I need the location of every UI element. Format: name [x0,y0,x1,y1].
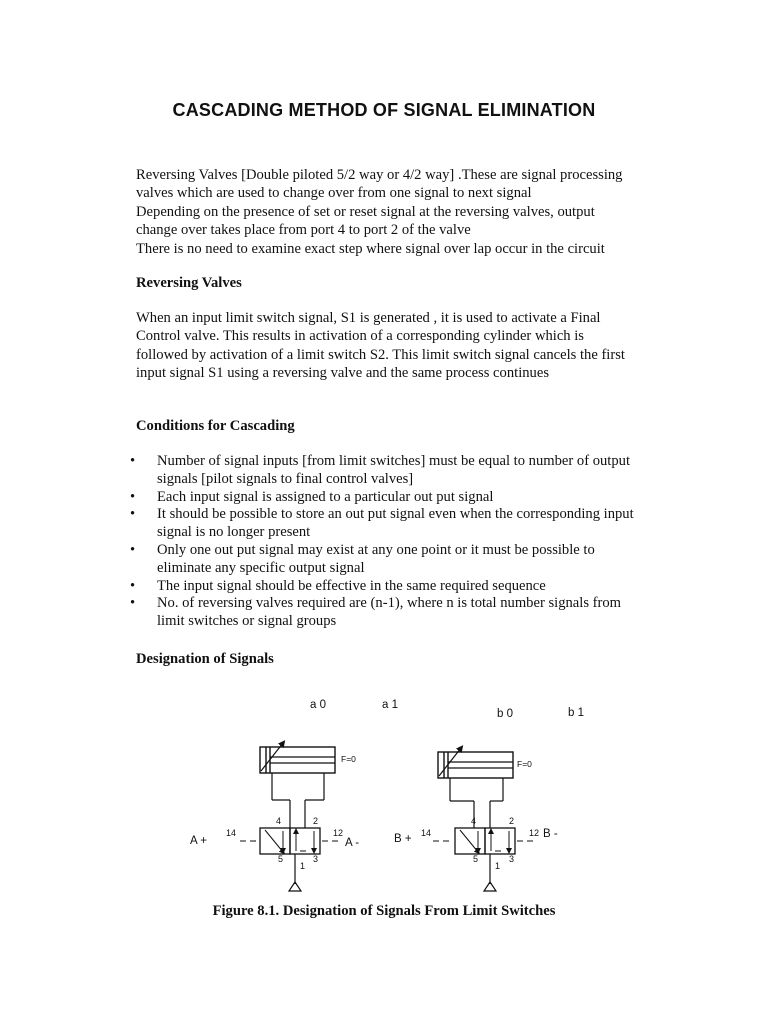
reversing-line: followed by activation of a limit switch S2. This limit switch signal cancels the first [136,346,625,363]
designation-heading: Designation of Signals [136,651,274,667]
intro-paragraph [136,166,656,258]
valve-b-left-box [455,828,485,854]
limit-label-b1: b 1 [568,707,584,719]
conditions-heading: Conditions for Cascading [136,418,295,434]
port-label-b-3: 3 [509,854,515,864]
reversing-line: input signal S1 using a reversing valve and the same process continues [136,365,549,382]
bullet-symbol: • [130,453,136,469]
intro-line: valves which are used to change over from one signal to next signal [136,185,532,202]
port-label-a-3: 3 [313,854,319,864]
pilot-label-a-plus: A + [190,835,207,847]
port-label-b-4: 4 [471,816,477,826]
condition-item [130,595,670,631]
condition-line: signals [pilot signals to final control valves] [157,470,414,487]
condition-line: No. of reversing valves required are (n-1), where n is total number signals from [157,595,622,612]
condition-line: eliminate any specific output signal [157,559,365,576]
bullet-symbol: • [130,541,136,558]
signal-designation-diagram [0,680,768,895]
valve-b-right-box [485,828,515,854]
port-label-a-14: 14 [226,828,237,838]
intro-line: There is no need to examine exact step where signal over lap occur in the circuit [136,240,605,257]
bullet-symbol: • [130,595,136,612]
cylinder-a-barrel [260,747,335,773]
valve-a-left-box [260,828,290,854]
pilot-label-b-plus: B + [394,833,412,845]
pilot-label-a-minus: A - [345,837,360,849]
intro-line: Reversing Valves [Double piloted 5/2 way or 4/2 way] .These are signal processing [136,167,623,183]
port-label-a-2: 2 [313,816,319,826]
reversing-valves-heading: Reversing Valves [136,275,242,291]
condition-item [130,453,670,489]
pilot-label-b-minus: B - [543,828,558,840]
reversing-paragraph [136,309,656,383]
port-label-a-1: 1 [300,861,306,871]
port-label-b-14: 14 [421,828,432,838]
cylinder-b-barrel [438,752,513,778]
valve-b-flow-arrow [460,830,478,852]
condition-line: It should be possible to store an out put signal even when the corresponding input [157,506,634,523]
port-label-b-1: 1 [495,861,501,871]
condition-item [130,578,670,596]
port-label-b-5: 5 [473,854,479,864]
condition-item [130,542,670,578]
port-label-a-5: 5 [278,854,284,864]
cylinder-b-force-label: F=0 [517,759,532,769]
reversing-line: Control valve. This results in activation of a corresponding cylinder which is [136,328,584,345]
bullet-symbol: • [130,506,136,523]
reversing-line: When an input limit switch signal, S1 is generated , it is used to activate a Final [136,310,601,326]
port-label-a-12: 12 [333,828,344,838]
conditions-list [130,453,670,631]
valve-a-right-box [290,828,320,854]
condition-line: Number of signal inputs [from limit switches] must be equal to number of output [157,453,631,469]
bullet-symbol: • [130,488,136,505]
cylinder-b-group [394,707,584,891]
limit-label-a0: a 0 [310,699,326,711]
limit-label-b0: b 0 [497,708,513,720]
figure-caption: Figure 8.1. Designation of Signals From Limit Switches [212,903,556,919]
condition-line: Only one out put signal may exist at any one point or it must be possible to [157,541,595,558]
intro-line: Depending on the presence of set or reset signal at the reversing valves, output [136,203,595,220]
condition-line: signal is no longer present [157,524,311,541]
bullet-symbol: • [130,577,136,594]
intro-line: change over takes place from port 4 to port 2 of the valve [136,222,471,239]
condition-line: The input signal should be effective in the same required sequence [157,577,546,594]
cylinder-a-group [190,699,398,891]
port-label-b-12: 12 [529,828,540,838]
port-label-a-4: 4 [276,816,282,826]
condition-item [130,489,670,507]
condition-item [130,506,670,542]
page-title: CASCADING METHOD OF SIGNAL ELIMINATION [172,100,596,120]
valve-a-flow-arrow [265,830,283,852]
cylinder-a-force-label: F=0 [341,754,356,764]
condition-line: limit switches or signal groups [157,613,337,630]
port-label-b-2: 2 [509,816,515,826]
condition-line: Each input signal is assigned to a particular out put signal [157,488,494,505]
limit-label-a1: a 1 [382,699,398,711]
